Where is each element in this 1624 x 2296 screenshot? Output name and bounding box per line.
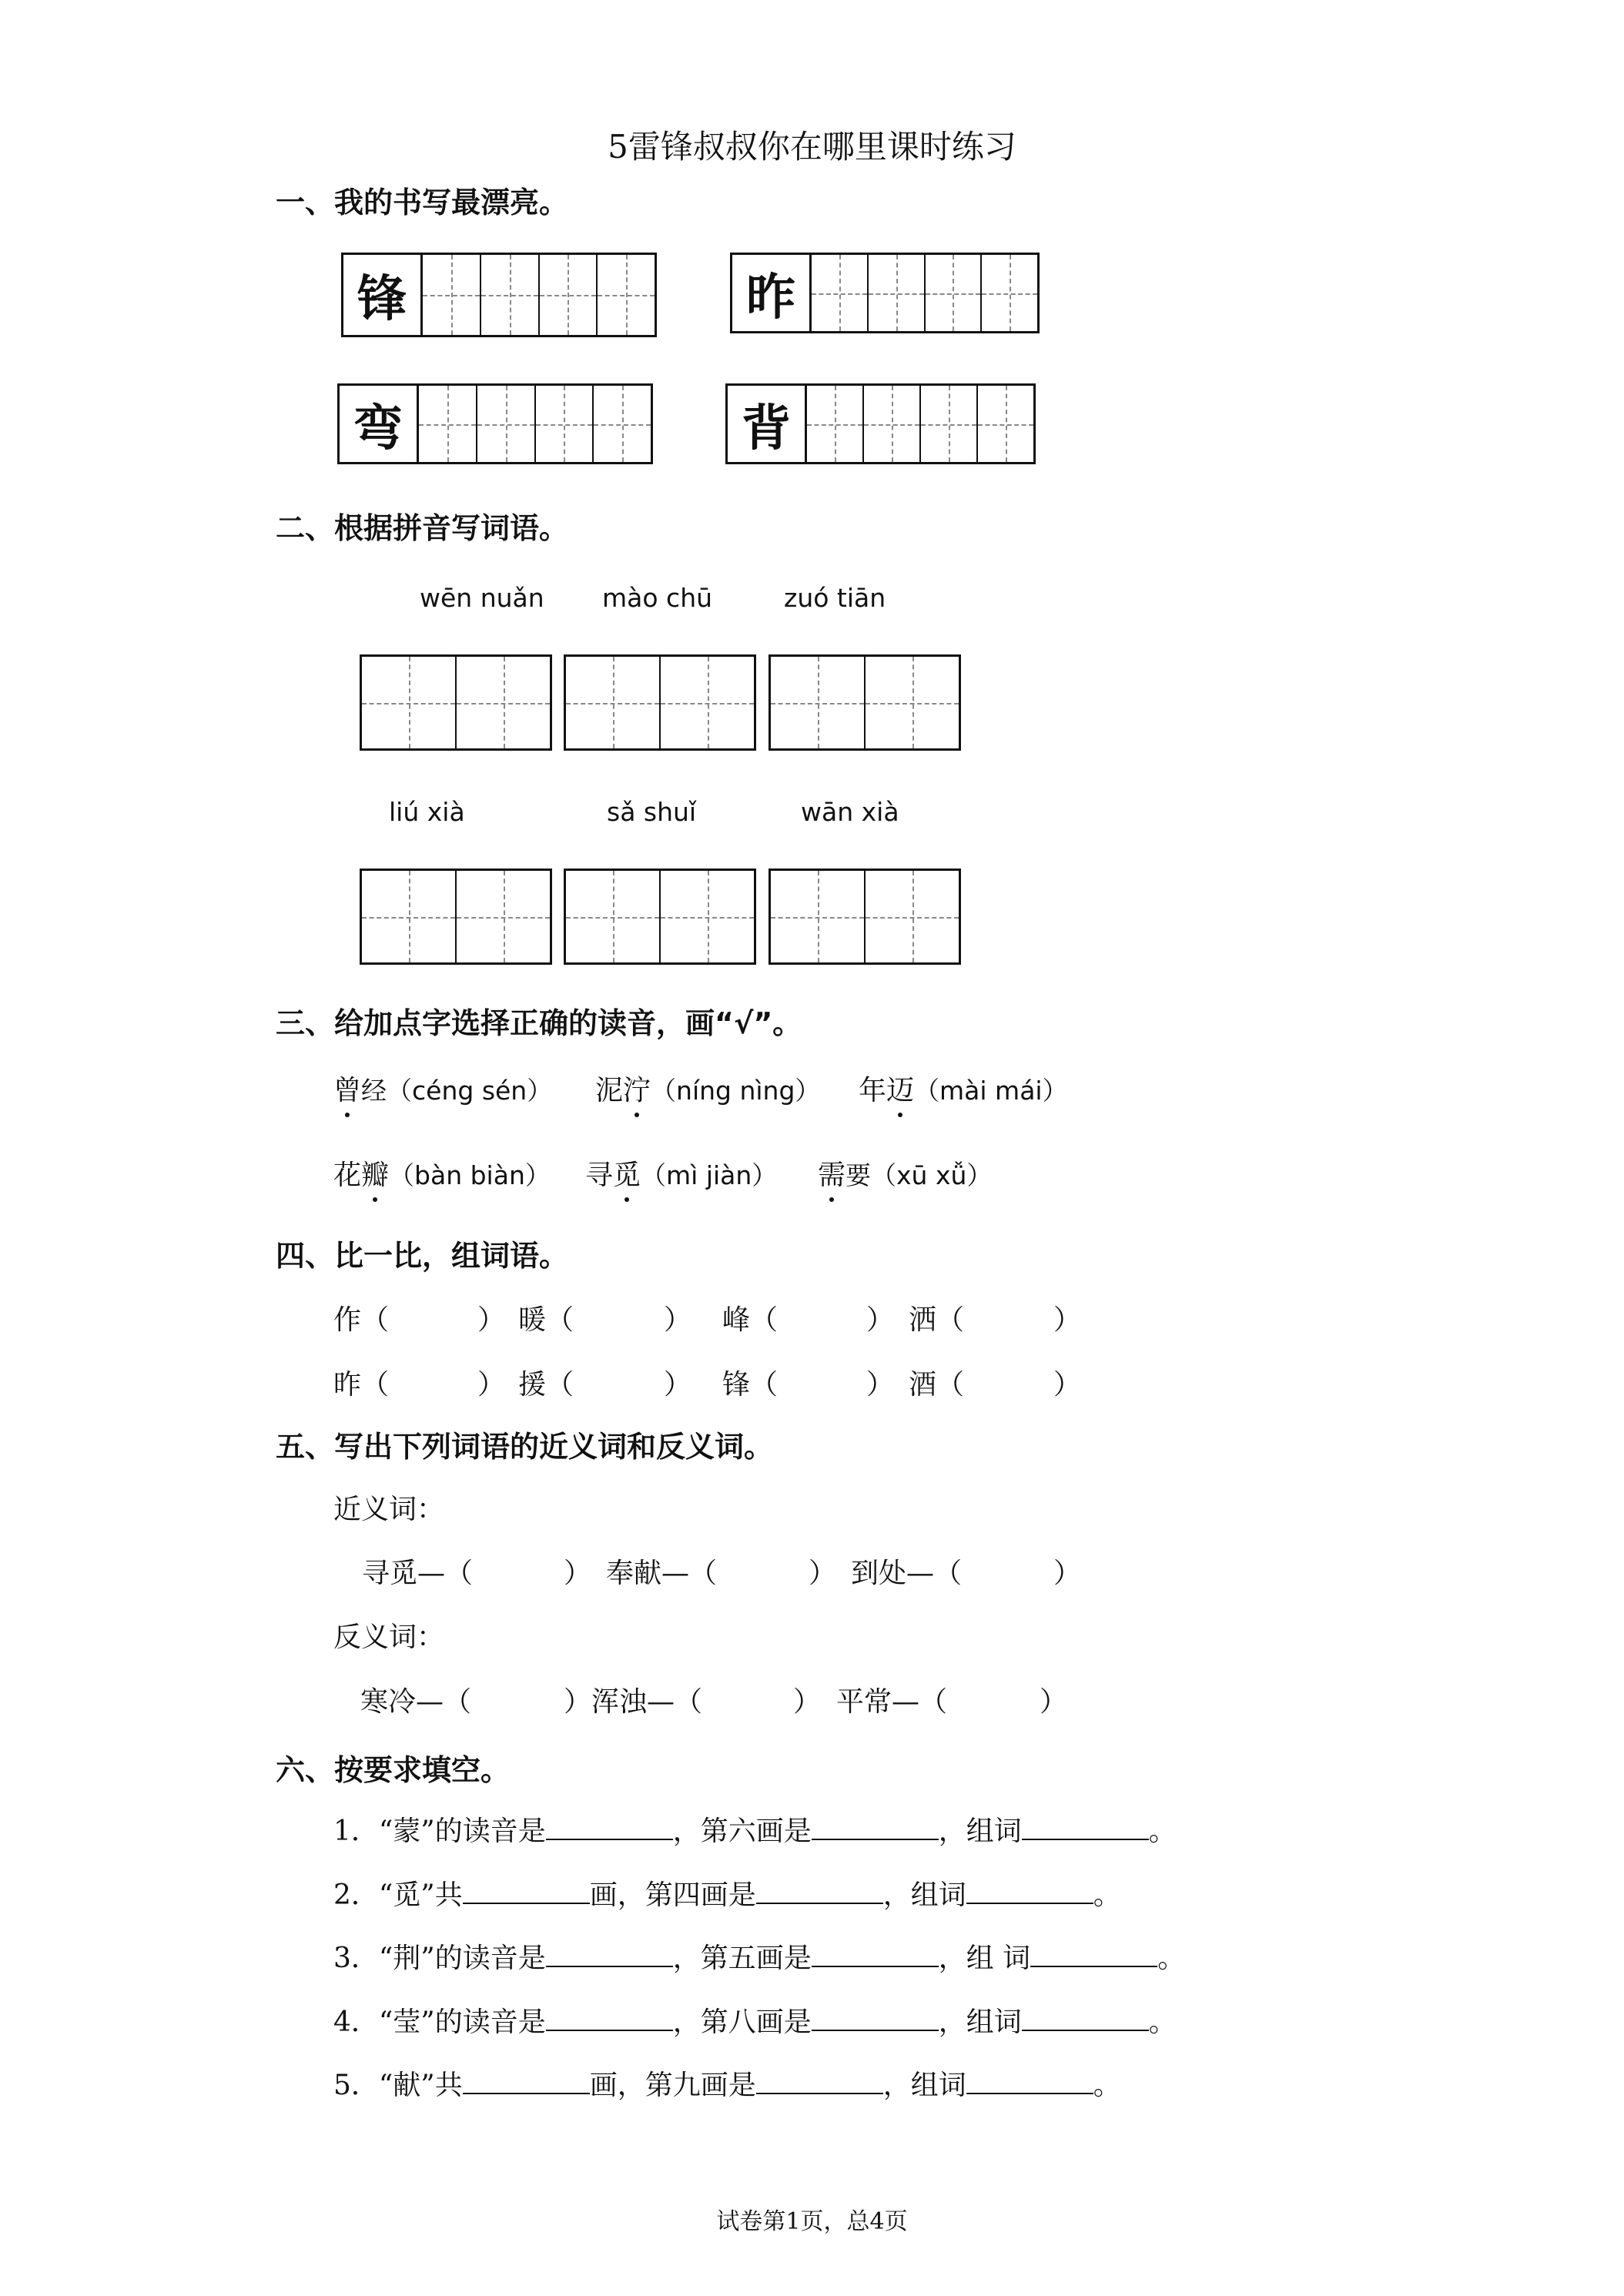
word-grid-6[interactable] — [768, 869, 961, 965]
writing-cell[interactable] — [661, 871, 754, 962]
writing-cell[interactable] — [661, 657, 754, 748]
compare-2c-open: 锋（ — [722, 1369, 779, 1401]
dotted-char: 需 — [818, 1153, 845, 1193]
writing-cell[interactable] — [866, 871, 959, 962]
synonym-2-open: 奉献—（ — [606, 1558, 718, 1589]
blank[interactable] — [546, 1943, 673, 1967]
compare-2b-close: ） — [664, 1369, 692, 1401]
writing-cell[interactable] — [866, 657, 959, 748]
reading-item-1[interactable]: 曾经（céng sén） — [333, 1069, 552, 1108]
fill-question-4[interactable]: 4．“莹”的读音是 ，第八画是 ，组词 。 — [333, 2006, 1177, 2038]
blank[interactable] — [966, 1879, 1093, 1904]
dotted-char: 迈 — [886, 1069, 914, 1108]
section-2-heading: 二、根据拼音写词语。 — [276, 511, 569, 545]
compare-1c-open: 峰（ — [722, 1304, 779, 1336]
section-6-heading: 六、按要求填空。 — [276, 1753, 511, 1787]
writing-cell[interactable] — [566, 871, 661, 962]
section-5-heading: 五、写出下列词语的近义词和反义词。 — [276, 1430, 774, 1464]
compare-2d-close: ） — [1053, 1369, 1082, 1401]
compare-1c-close: ） — [866, 1304, 895, 1336]
synonym-2-close: ） — [809, 1558, 837, 1589]
compare-1a-open: 作（ — [333, 1304, 390, 1336]
compare-2b-open: 援（ — [518, 1369, 574, 1401]
writing-cell[interactable] — [457, 871, 550, 962]
compare-1d-open: 洒（ — [909, 1304, 965, 1336]
compare-2c-close: ） — [866, 1369, 895, 1401]
writing-cell[interactable] — [771, 657, 866, 748]
writing-cell[interactable] — [423, 255, 481, 335]
writing-cell[interactable] — [982, 255, 1037, 331]
section-3-heading: 三、给加点字选择正确的读音，画“√”。 — [276, 1006, 802, 1040]
blank[interactable] — [546, 2006, 673, 2031]
dotted-char: 觅 — [613, 1153, 641, 1193]
writing-cell[interactable] — [598, 255, 655, 335]
blank[interactable] — [1022, 1816, 1149, 1840]
dotted-char: 瓣 — [361, 1153, 389, 1193]
reading-item-6[interactable]: 需要（xū xǚ） — [818, 1153, 992, 1193]
writing-strip-1[interactable] — [341, 253, 657, 337]
fill-question-3[interactable]: 3．“荆”的读音是 ，第五画是 ，组 词 。 — [333, 1943, 1186, 1974]
fill-question-2[interactable]: 2．“觅”共 画，第四画是 ，组词 。 — [333, 1879, 1121, 1911]
blank[interactable] — [1022, 2006, 1149, 2031]
synonym-label: 近义词： — [333, 1494, 445, 1525]
compare-1d-close: ） — [1053, 1304, 1082, 1336]
antonym-2-open: ）浑浊—（ — [564, 1686, 703, 1718]
pinyin-2: mào chū — [602, 583, 713, 613]
word-grid-1[interactable] — [360, 654, 552, 751]
section-1-heading: 一、我的书写最漂亮。 — [276, 186, 569, 219]
dotted-char: 泞 — [623, 1069, 651, 1108]
synonym-3-open: 到处—（ — [851, 1558, 963, 1589]
dotted-char: 曾 — [333, 1069, 361, 1108]
writing-cell[interactable] — [477, 386, 536, 462]
writing-cell[interactable] — [812, 255, 869, 331]
synonym-1-close: ） — [564, 1558, 592, 1589]
blank[interactable] — [756, 1879, 883, 1904]
antonym-1-open: 寒冷—（ — [360, 1686, 472, 1718]
compare-2a-close: ） — [477, 1369, 506, 1401]
writing-cell[interactable] — [362, 657, 457, 748]
fill-question-1[interactable]: 1．“蒙”的读音是 ，第六画是 ，组词 。 — [333, 1816, 1177, 1847]
writing-strip-3[interactable] — [337, 383, 653, 464]
blank[interactable] — [812, 2006, 939, 2031]
page-footer: 试卷第1页，总4页 — [716, 2208, 908, 2235]
antonym-3-close: ） — [1040, 1686, 1068, 1718]
writing-cell[interactable] — [978, 386, 1033, 462]
blank[interactable] — [546, 1816, 673, 1840]
pinyin-3: zuó tiān — [784, 583, 886, 613]
model-char: 昨 — [732, 255, 812, 331]
model-char: 锋 — [343, 255, 423, 335]
antonym-label: 反义词： — [333, 1622, 445, 1653]
writing-cell[interactable] — [594, 386, 651, 462]
section-4-heading: 四、比一比，组词语。 — [276, 1239, 569, 1273]
page-title: 5雷锋叔叔你在哪里课时练习 — [608, 128, 1016, 166]
pinyin-4: liú xià — [389, 797, 465, 827]
reading-item-2[interactable]: 泥泞（níng nìng） — [595, 1069, 820, 1108]
word-grid-2[interactable] — [564, 654, 756, 751]
blank[interactable] — [812, 1943, 939, 1967]
blank[interactable] — [463, 2070, 590, 2094]
reading-item-4[interactable]: 花瓣（bàn biàn） — [333, 1153, 551, 1193]
blank[interactable] — [756, 2070, 883, 2094]
pinyin-1: wēn nuǎn — [420, 583, 544, 613]
writing-cell[interactable] — [921, 386, 978, 462]
writing-strip-4[interactable] — [725, 383, 1036, 464]
compare-2a-open: 昨（ — [333, 1369, 390, 1401]
blank[interactable] — [463, 1879, 590, 1904]
writing-cell[interactable] — [540, 255, 598, 335]
compare-2d-open: 酒（ — [909, 1369, 965, 1401]
writing-cell[interactable] — [457, 657, 550, 748]
pinyin-5: sǎ shuǐ — [607, 797, 697, 827]
fill-question-5[interactable]: 5．“献”共 画，第九画是 ，组词 。 — [333, 2070, 1121, 2101]
pinyin-6: wān xià — [801, 797, 899, 827]
blank[interactable] — [1030, 1943, 1157, 1967]
word-grid-5[interactable] — [564, 869, 756, 965]
compare-1a-close: ） — [477, 1304, 506, 1336]
model-char: 背 — [728, 386, 807, 462]
reading-item-3[interactable]: 年迈（mài mái） — [859, 1069, 1068, 1108]
blank[interactable] — [966, 2070, 1093, 2094]
writing-cell[interactable] — [869, 255, 926, 331]
synonym-3-close: ） — [1053, 1558, 1082, 1589]
synonym-1-open: 寻觅—（ — [362, 1558, 474, 1589]
word-grid-3[interactable] — [768, 654, 961, 751]
model-char: 弯 — [340, 386, 419, 462]
antonym-2-close: ） — [793, 1686, 822, 1718]
writing-cell[interactable] — [481, 255, 540, 335]
writing-cell[interactable] — [536, 386, 594, 462]
compare-1b-open: 暖（ — [518, 1304, 574, 1336]
writing-cell[interactable] — [771, 871, 866, 962]
writing-strip-2[interactable] — [730, 253, 1040, 333]
blank[interactable] — [812, 1816, 939, 1840]
word-grid-4[interactable] — [360, 869, 552, 965]
writing-cell[interactable] — [566, 657, 661, 748]
antonym-3-open: 平常—（ — [836, 1686, 948, 1718]
writing-cell[interactable] — [864, 386, 921, 462]
reading-item-5[interactable]: 寻觅（mì jiàn） — [585, 1153, 777, 1193]
writing-cell[interactable] — [926, 255, 983, 331]
writing-cell[interactable] — [362, 871, 457, 962]
compare-1b-close: ） — [664, 1304, 692, 1336]
writing-cell[interactable] — [807, 386, 864, 462]
writing-cell[interactable] — [419, 386, 477, 462]
